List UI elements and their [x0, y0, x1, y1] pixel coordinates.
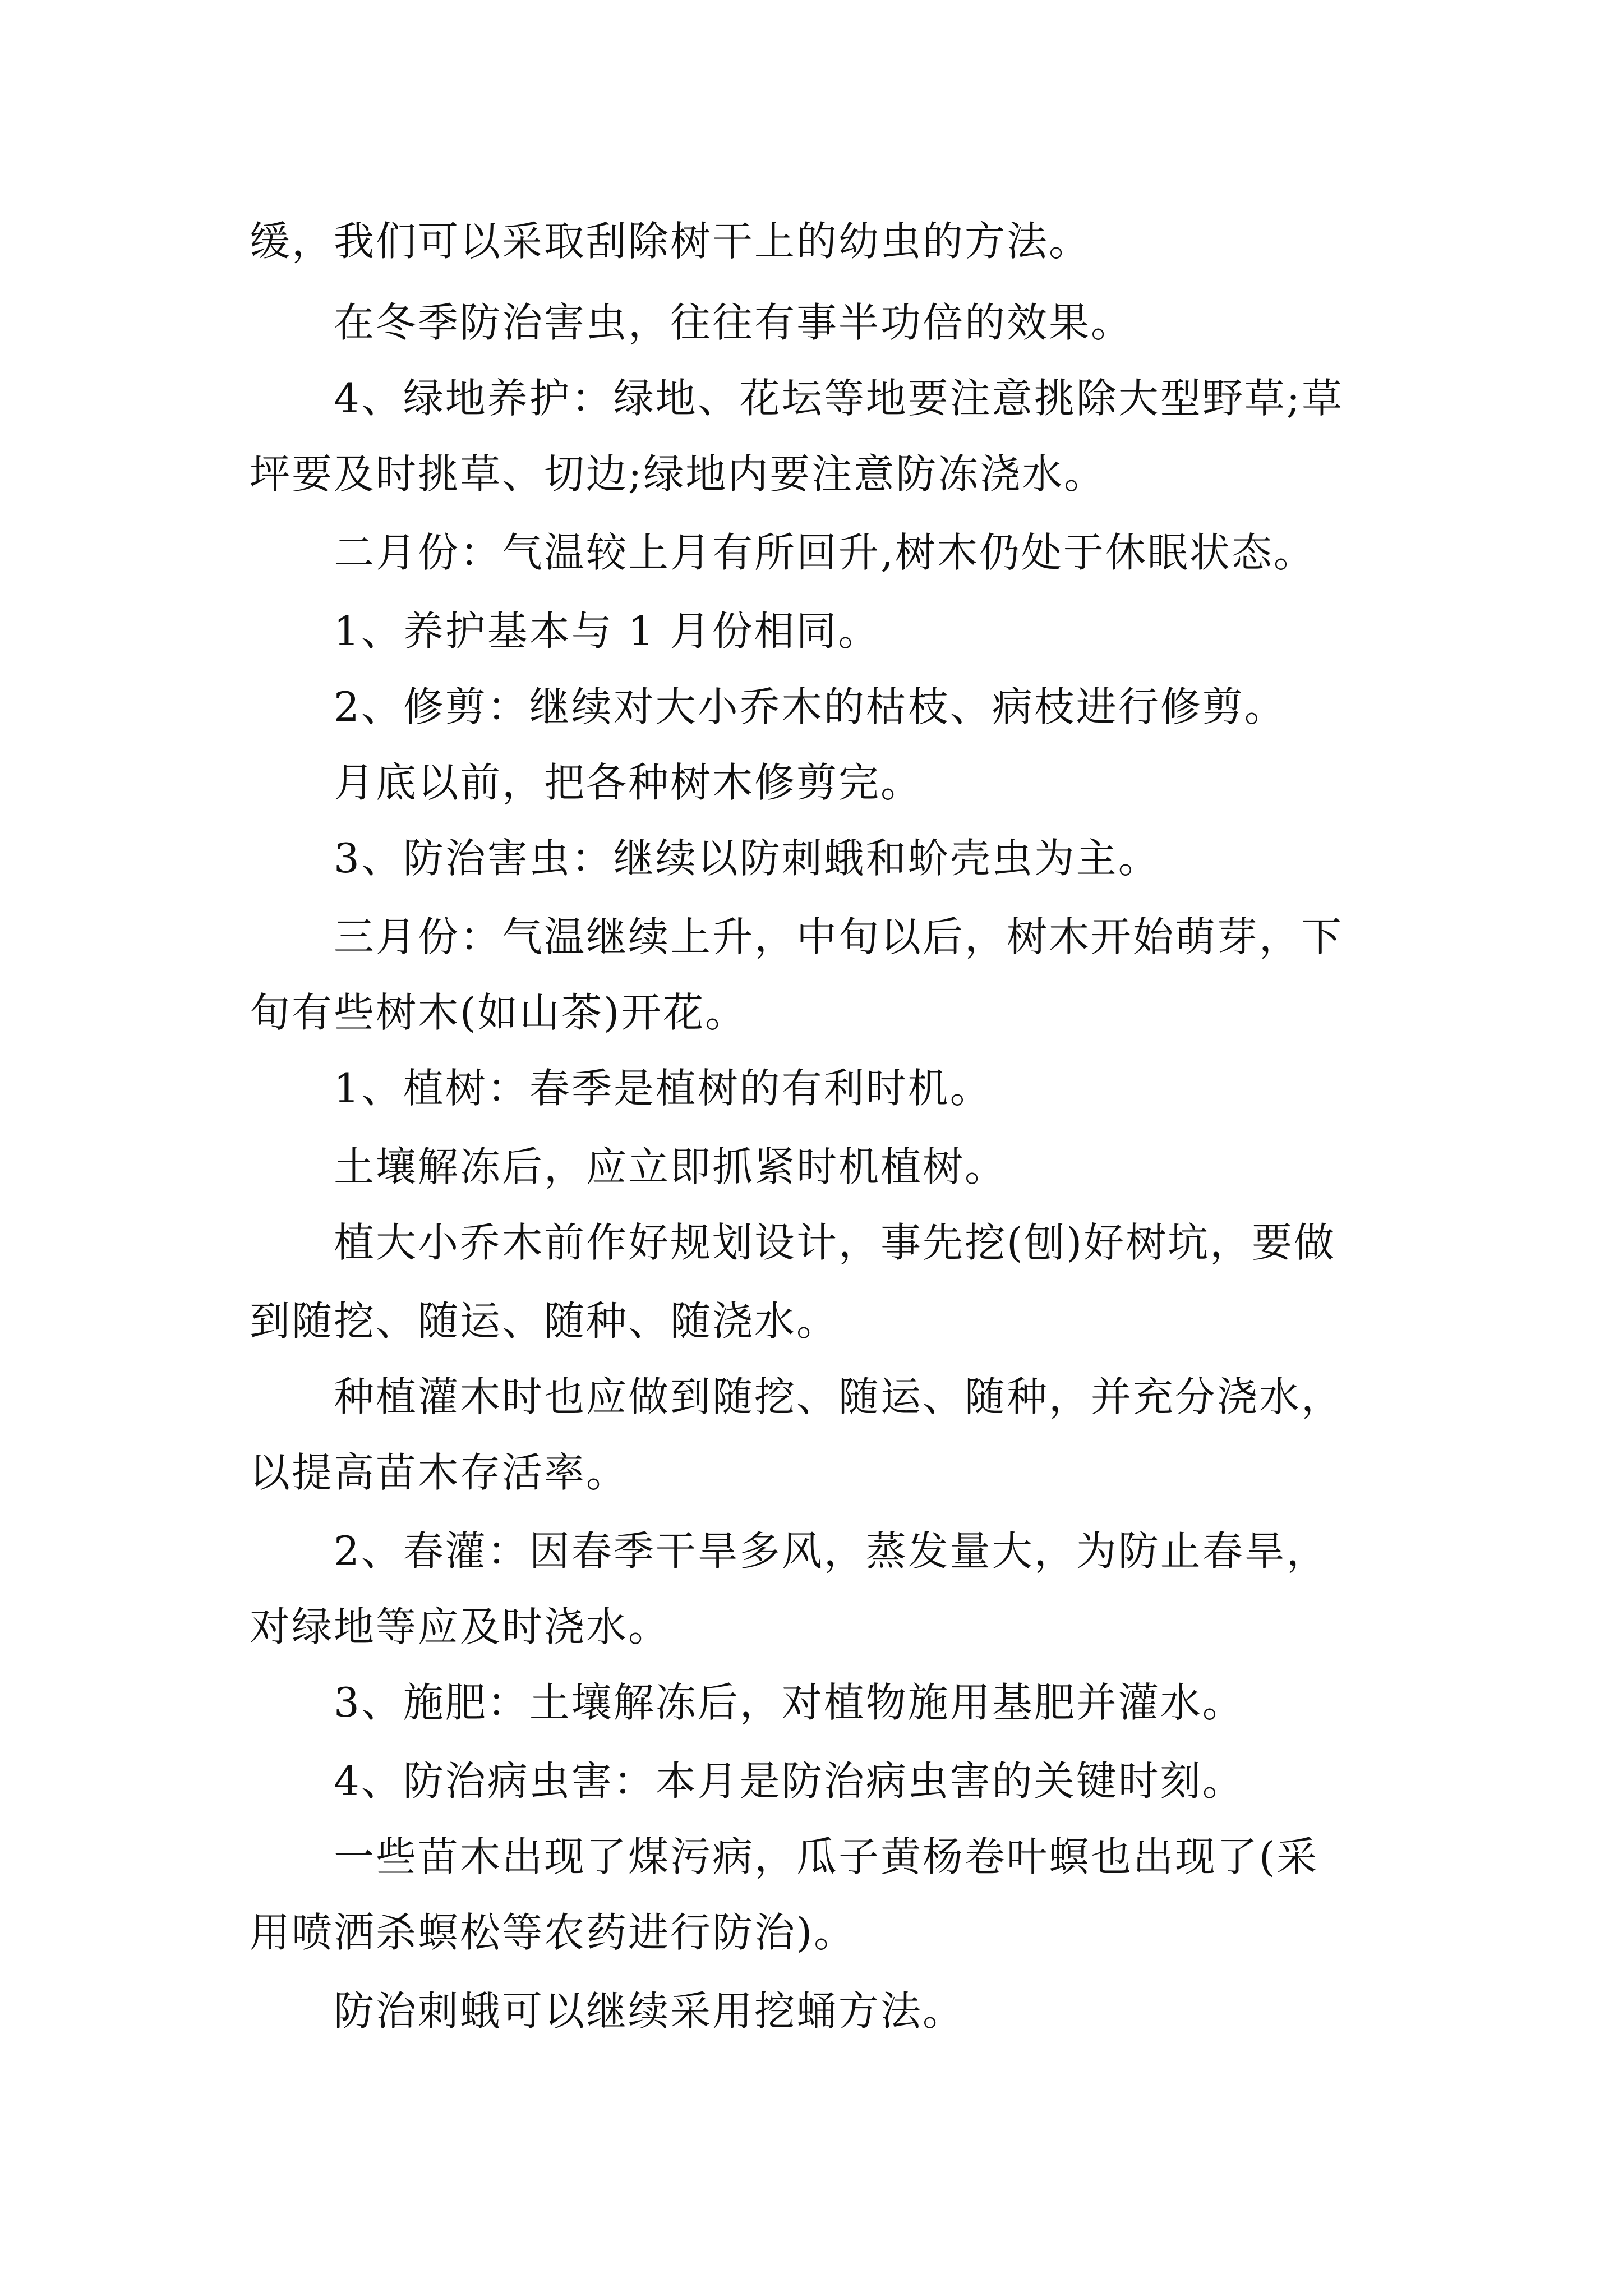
text-line: 缓，我们可以采取刮除树干上的幼虫的方法。	[250, 218, 1091, 265]
text-line: 以提高苗木存活率。	[250, 1449, 629, 1496]
text-line: 4、绿地养护：绿地、花坛等地要注意挑除大型野草;草	[334, 375, 1344, 422]
text-line: 3、防治害虫：继续以防刺蛾和蚧壳虫为主。	[334, 835, 1160, 882]
text-line: 3、施肥：土壤解冻后，对植物施用基肥并灌水。	[334, 1679, 1244, 1726]
text-line: 4、防治病虫害：本月是防治病虫害的关键时刻。	[334, 1757, 1244, 1805]
text-line: 土壤解冻后，应立即抓紧时机植树。	[334, 1143, 1007, 1190]
text-line: 三月份：气温继续上升，中旬以后，树木开始萌芽，下	[334, 913, 1344, 960]
text-line: 2、修剪：继续对大小乔木的枯枝、病枝进行修剪。	[334, 683, 1287, 730]
text-line: 1、植树：春季是植树的有利时机。	[334, 1065, 992, 1112]
text-line: 用喷洒杀螟松等农药进行防治)。	[250, 1909, 856, 1956]
text-line: 种植灌木时也应做到随挖、随运、随种，并充分浇水，	[334, 1373, 1344, 1420]
text-line: 到随挖、随运、随种、随浇水。	[250, 1297, 839, 1345]
text-line: 2、春灌：因春季干旱多风，蒸发量大，为防止春旱，	[334, 1527, 1329, 1575]
text-line: 植大小乔木前作好规划设计，事先挖(刨)好树坑，要做	[334, 1219, 1336, 1266]
text-line: 旬有些树木(如山茶)开花。	[250, 989, 748, 1036]
text-line: 二月份：气温较上月有所回升,树木仍处于休眠状态。	[334, 529, 1316, 576]
text-line: 1、养护基本与 1 月份相同。	[334, 608, 880, 655]
text-line: 一些苗木出现了煤污病，瓜子黄杨卷叶螟也出现了(采	[334, 1833, 1319, 1880]
text-line: 防治刺蛾可以继续采用挖蛹方法。	[334, 1987, 965, 2035]
text-line: 月底以前，把各种树木修剪完。	[334, 759, 923, 806]
text-line: 对绿地等应及时浇水。	[250, 1603, 671, 1650]
text-line: 在冬季防治害虫，往往有事半功倍的效果。	[334, 299, 1133, 346]
text-line: 坪要及时挑草、切边;绿地内要注意防冻浇水。	[250, 450, 1106, 498]
